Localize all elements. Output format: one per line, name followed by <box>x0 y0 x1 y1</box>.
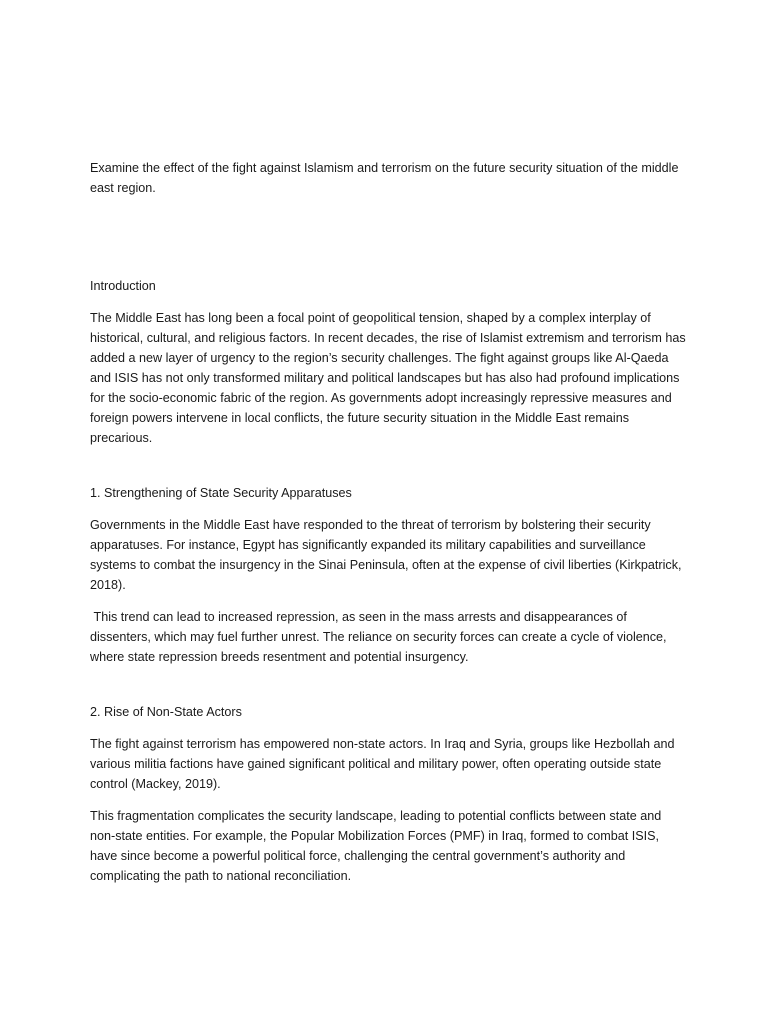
section-heading-non-state-actors: 2. Rise of Non-State Actors <box>90 705 242 719</box>
section-heading-state-security: 1. Strengthening of State Security Apparatuses <box>90 486 352 500</box>
state-security-paragraph-2: This trend can lead to increased repression, as seen in the mass arrests and disappearances of dissenters, which may fuel further unrest. The reliance on security forces can create a cycle of violence, where state repression breeds resentment and potential insurgency. <box>90 610 671 664</box>
introduction-paragraph: The Middle East has long been a focal point of geopolitical tension, shaped by a complex interplay of historical, cultural, and religious factors. In recent decades, the rise of Islamist extremism and terrorism has added a new layer of urgency to the region’s security challenges. The fight against groups like Al-Qaeda and ISIS has not only transformed military and political landscapes but has also had profound implications for the socio-economic fabric of the region. As governments adopt increasingly repressive measures and foreign powers intervene in local conflicts, the future security situation in the Middle East remains precarious. <box>90 311 686 445</box>
non-state-actors-paragraph-1: The fight against terrorism has empowered non-state actors. In Iraq and Syria, groups like Hezbollah and various militia factions have gained significant political and military power, often operating outside state control (Mackey, 2019). <box>90 737 675 791</box>
non-state-actors-paragraph-2: This fragmentation complicates the security landscape, leading to potential conflicts between state and non-state entities. For example, the Popular Mobilization Forces (PMF) in Iraq, formed to combat ISIS, have since become a powerful political force, challenging the central government’s authority and complicating the path to national reconciliation. <box>90 809 662 883</box>
state-security-paragraph-1: Governments in the Middle East have responded to the threat of terrorism by bolstering their security apparatuses. For instance, Egypt has significantly expanded its military capabilities and surveillance systems to combat the insurgency in the Sinai Peninsula, often at the expense of civil liberties (Kirkpatrick, 2018). <box>90 518 682 592</box>
document-body <box>90 158 686 898</box>
document-title: Examine the effect of the fight against Islamism and terrorism on the future security situation of the middle east region. <box>90 161 679 195</box>
section-heading-introduction: Introduction <box>90 279 156 293</box>
